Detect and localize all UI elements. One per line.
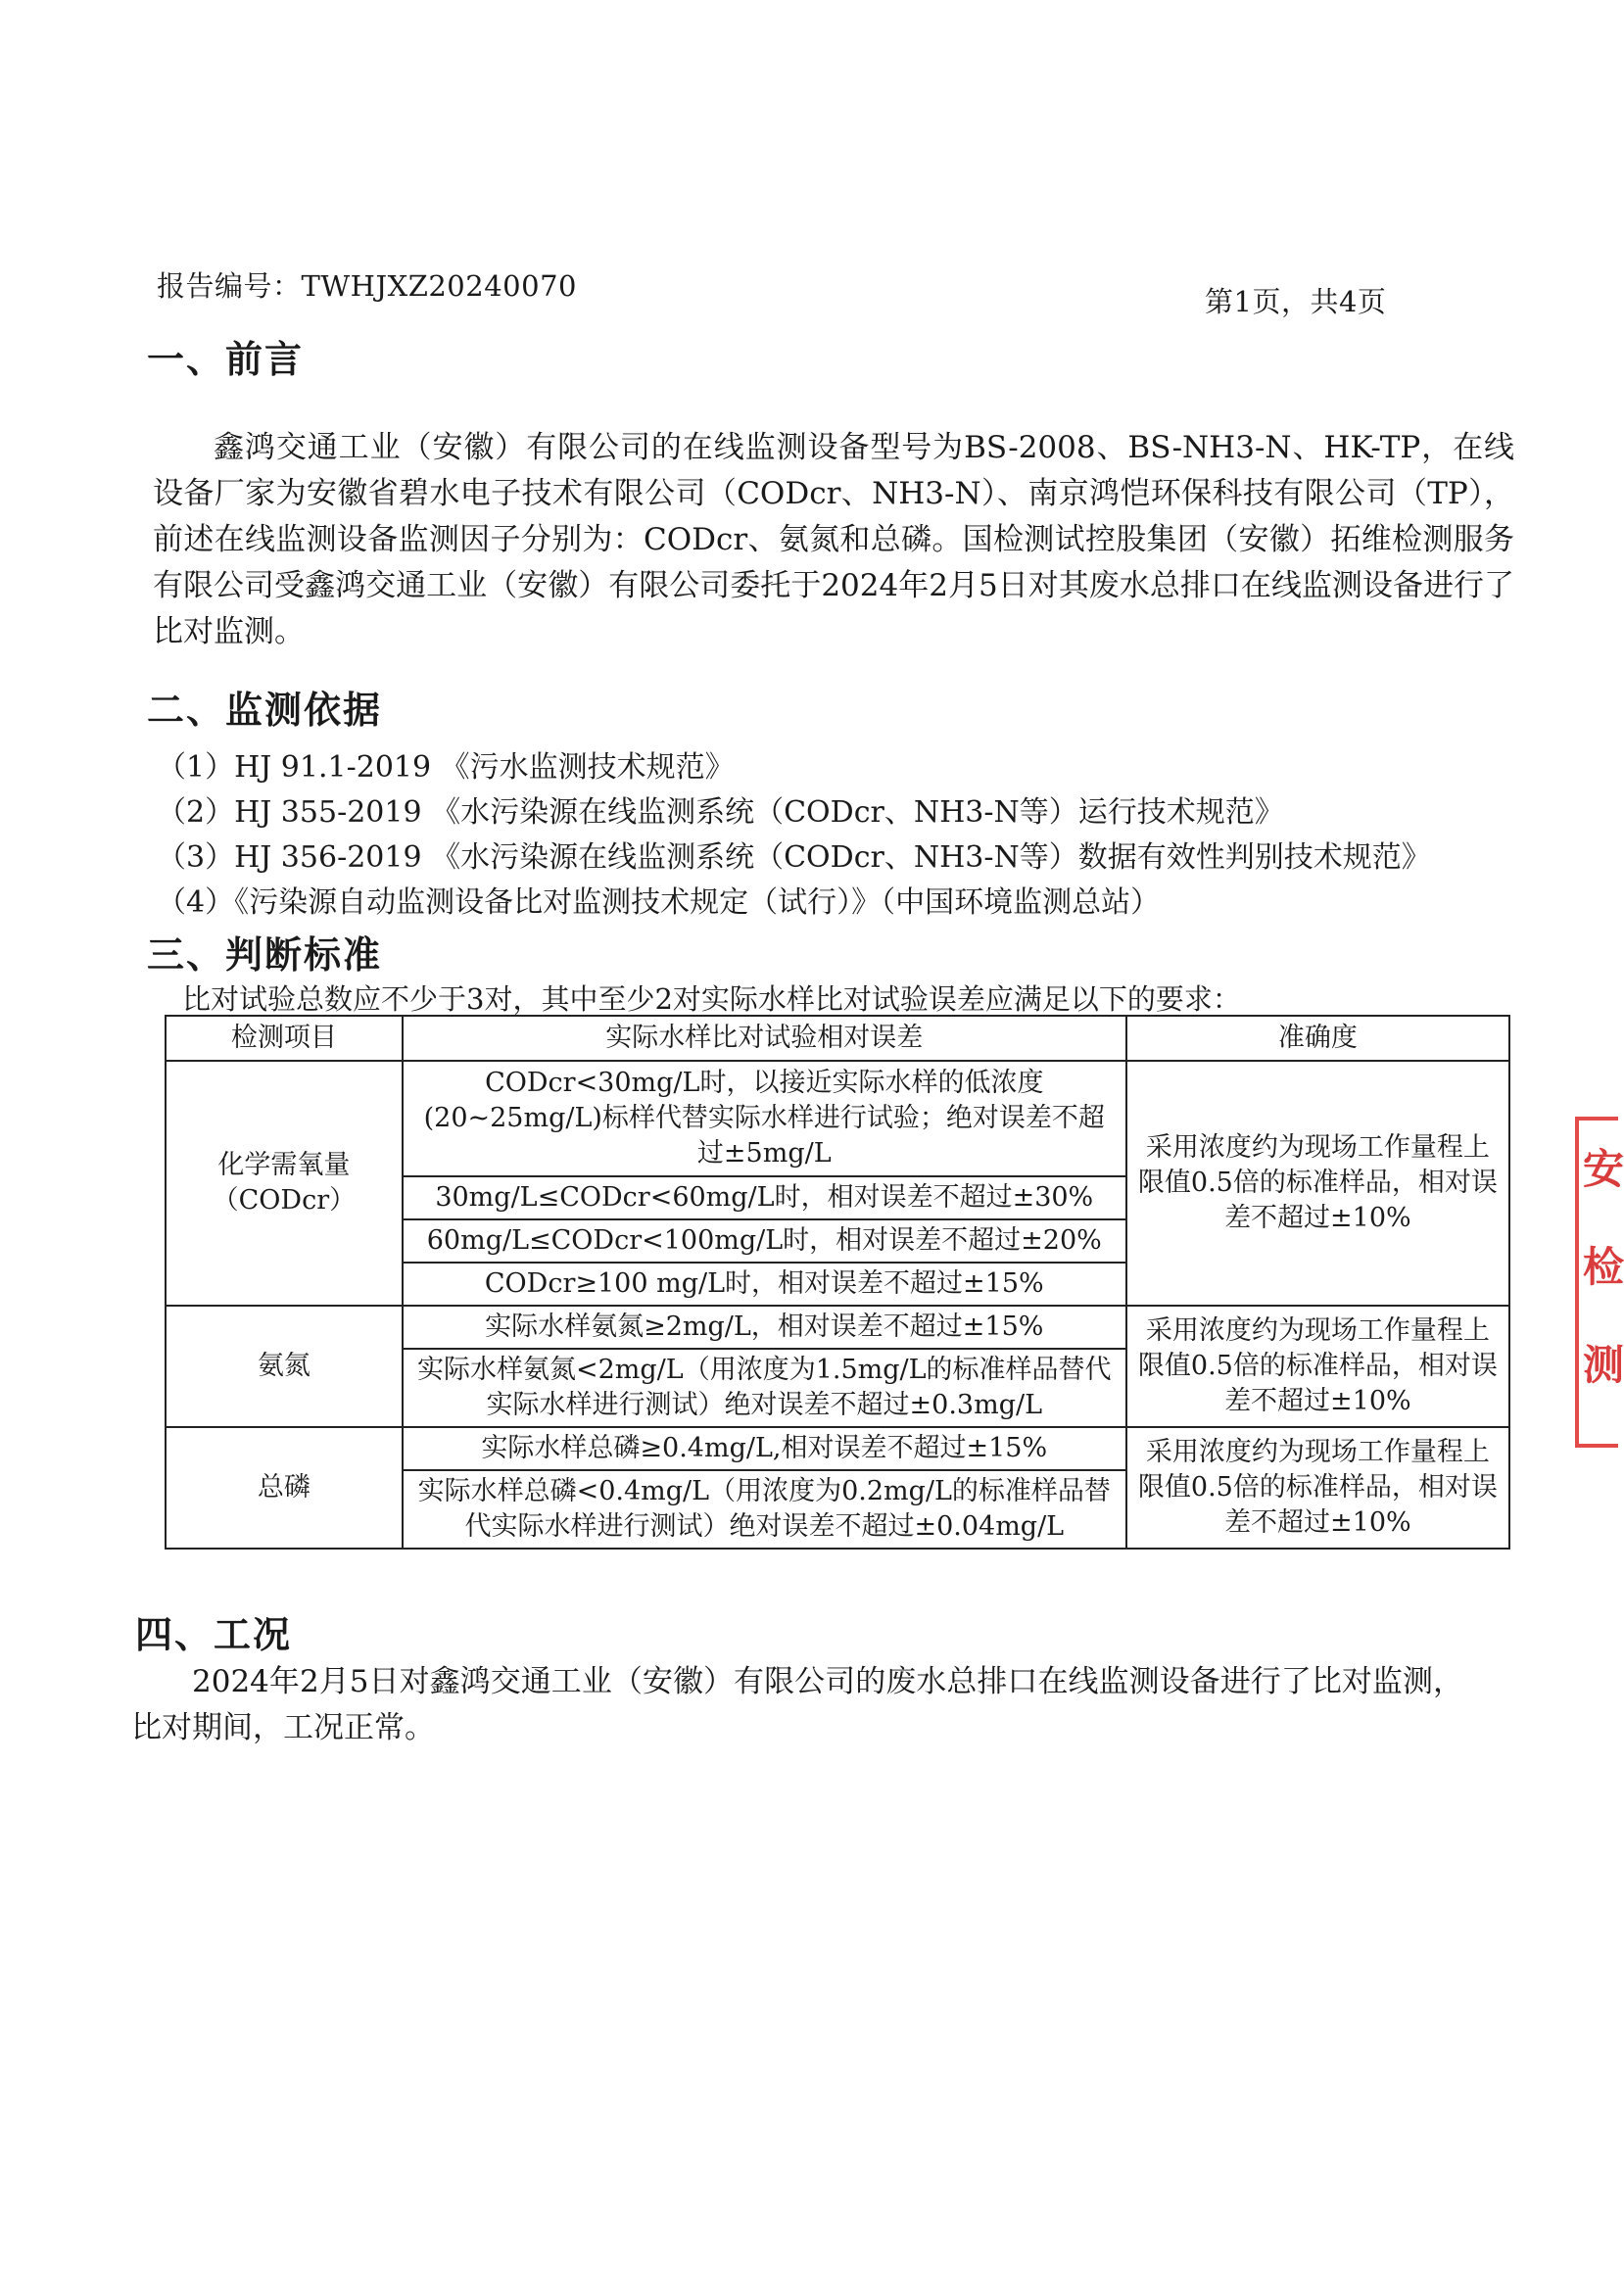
tp-accuracy: 采用浓度约为现场工作量程上限值0.5倍的标准样品，相对误差不超过±10% <box>1126 1427 1509 1549</box>
cod-item-cell <box>166 1061 403 1306</box>
cod-accuracy: 采用浓度约为现场工作量程上限值0.5倍的标准样品，相对误差不超过±10% <box>1126 1061 1509 1306</box>
table-row <box>166 1306 1509 1349</box>
preface-text: 鑫鸿交通工业（安徽）有限公司的在线监测设备型号为BS-2008、BS-NH3-N、HK-TP，在线设备厂家为安徽省碧水电子技术有限公司（CODcr、NH3-N）、南京鸿恺环保科技有限公司（TP），前述在线监测设备监测因子分别为：CODcr、氨氮和总磷。国检测试控股集团（安徽）拓维检测服务有限公司受鑫鸿交通工业（安徽）有限公司委托于2024年2月5日对其废水总排口在线监测设备进行了比对监测。 <box>153 430 1514 649</box>
seal-stamp <box>1575 1117 1624 1448</box>
tp-rule-1: 实际水样总磷≥0.4mg/L,相对误差不超过±15% <box>403 1427 1126 1470</box>
header-accuracy: 准确度 <box>1126 1016 1509 1061</box>
section-title-conditions: 四、工况 <box>135 1612 293 1656</box>
stamp-char-2: 检 <box>1583 1243 1624 1291</box>
tp-rule-2: 实际水样总磷<0.4mg/L（用浓度为0.2mg/L的标准样品替代实际水样进行测试）绝对误差不超过±0.04mg/L <box>403 1470 1126 1549</box>
cod-rule-3: 60mg/L≤CODcr<100mg/L时，相对误差不超过±20% <box>403 1219 1126 1263</box>
nh3-rule-1: 实际水样氨氮≥2mg/L，相对误差不超过±15% <box>403 1306 1126 1349</box>
stamp-char-3: 测 <box>1583 1341 1624 1389</box>
cod-rule-4: CODcr≥100 mg/L时，相对误差不超过±15% <box>403 1263 1126 1306</box>
basis-ref-4: （4）《污染源自动监测设备比对监测技术规定（试行）》（中国环境监测总站） <box>157 885 1161 920</box>
section-title-basis: 二、监测依据 <box>147 688 383 732</box>
page-indicator: 第1页，共4页 <box>1205 285 1387 318</box>
nh3-rule-2: 实际水样氨氮<2mg/L（用浓度为1.5mg/L的标准样品替代实际水样进行测试）绝对误差不超过±0.3mg/L <box>403 1349 1126 1427</box>
cod-item-name: 化学需氧量 <box>217 1150 351 1180</box>
cod-item-abbr: （CODcr） <box>212 1185 357 1216</box>
cod-rule-2: 30mg/L≤CODcr<60mg/L时，相对误差不超过±30% <box>403 1176 1126 1219</box>
basis-ref-1: （1）HJ 91.1-2019 《污水监测技术规范》 <box>157 750 735 785</box>
header-item: 检测项目 <box>166 1016 403 1061</box>
section-title-preface: 一、前言 <box>147 337 305 381</box>
nh3-accuracy: 采用浓度约为现场工作量程上限值0.5倍的标准样品，相对误差不超过±10% <box>1126 1306 1509 1427</box>
criteria-table <box>165 1015 1510 1550</box>
table-row <box>166 1427 1509 1470</box>
stamp-char-1: 安 <box>1583 1145 1624 1193</box>
section-title-criteria: 三、判断标准 <box>147 932 383 977</box>
table-row <box>166 1061 1509 1176</box>
basis-ref-3: （3）HJ 356-2019 《水污染源在线监测系统（CODcr、NH3-N等）数据有效性判别技术规范》 <box>157 840 1431 875</box>
nh3-item: 氨氮 <box>166 1306 403 1427</box>
report-number: 报告编号：TWHJXZ20240070 <box>157 269 577 303</box>
cod-rule-1: CODcr<30mg/L时，以接近实际水样的低浓度(20~25mg/L)标样代替实际水样进行试验；绝对误差不超过±5mg/L <box>403 1061 1126 1176</box>
tp-item: 总磷 <box>166 1427 403 1549</box>
conditions-paragraph <box>131 1659 1463 1751</box>
basis-ref-2: （2）HJ 355-2019 《水污染源在线监测系统（CODcr、NH3-N等）运行技术规范》 <box>157 795 1284 830</box>
header-error: 实际水样比对试验相对误差 <box>403 1016 1126 1061</box>
table-header-row <box>166 1016 1509 1061</box>
criteria-intro: 比对试验总数应不少于3对，其中至少2对实际水样比对试验误差应满足以下的要求： <box>182 982 1241 1016</box>
preface-paragraph <box>153 425 1514 655</box>
conditions-text: 2024年2月5日对鑫鸿交通工业（安徽）有限公司的废水总排口在线监测设备进行了比对监测，比对期间，工况正常。 <box>131 1664 1463 1745</box>
